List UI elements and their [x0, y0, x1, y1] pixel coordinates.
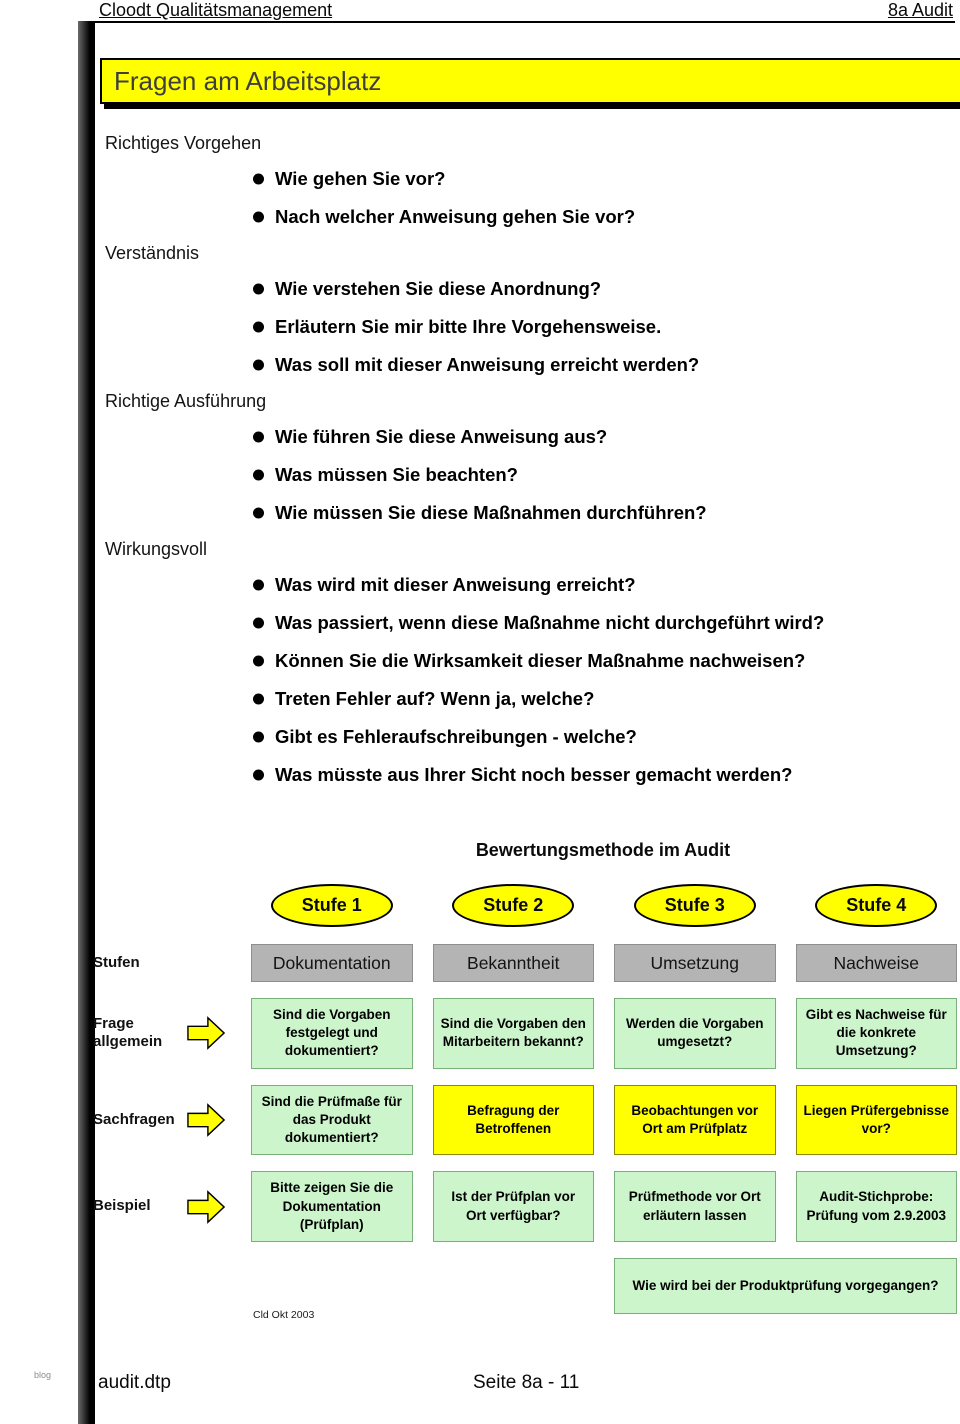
question-bullet [95, 346, 955, 384]
bullet-dot-icon [253, 694, 264, 705]
matrix-cell-frage: Gibt es Nachweise für die konkrete Umsetzung? [796, 998, 958, 1069]
page-title-box [100, 58, 960, 104]
footer-filename: audit.dtp [98, 1372, 171, 1393]
matrix-cell-frage: Sind die Vorgaben den Mitarbeitern bekannt? [433, 998, 595, 1069]
question-bullet [95, 160, 955, 198]
right-arrow-icon [187, 1189, 225, 1225]
matrix-cell-stufen: Nachweise [796, 944, 958, 982]
question-bullet [95, 718, 955, 756]
matrix-cell-frage: Sind die Vorgaben festgelegt und dokumentiert? [251, 998, 413, 1069]
bullet-dot-icon [253, 360, 264, 371]
question-bullet [95, 308, 955, 346]
stage-cell [614, 882, 776, 928]
question-list [95, 126, 955, 794]
question-bullet [95, 418, 955, 456]
question-text: Wie müssen Sie diese Maßnahmen durchführen? [275, 502, 707, 523]
question-bullet [95, 642, 955, 680]
row-label-beispiel [85, 1171, 231, 1242]
bullet-dot-icon [253, 618, 264, 629]
stage-cell [433, 882, 595, 928]
row-label-text: Stufen [93, 953, 140, 971]
matrix-bottom-note: Wie wird bei der Produktprüfung vorgegangen? [614, 1258, 957, 1314]
bullet-dot-icon [253, 732, 264, 743]
stage-ellipse: Stufe 3 [634, 884, 756, 927]
matrix-cell-frage: Werden die Vorgaben umgesetzt? [614, 998, 776, 1069]
question-text: Wie führen Sie diese Anweisung aus? [275, 426, 608, 447]
date-footnote: Cld Okt 2003 [253, 1309, 315, 1321]
bullet-dot-icon [253, 580, 264, 591]
question-text: Was soll mit dieser Anweisung erreicht werden? [275, 354, 700, 375]
right-arrow-icon [187, 1015, 225, 1051]
row-label-frage-allgemein [85, 998, 231, 1069]
question-text: Was passiert, wenn diese Maßnahme nicht durchgeführt wird? [275, 612, 825, 633]
bullet-dot-icon [253, 656, 264, 667]
row-label-text: Sachfragen [93, 1110, 175, 1128]
stage-cell [796, 882, 958, 928]
bullet-dot-icon [253, 212, 264, 223]
header-right-chapter: 8a Audit [887, 0, 953, 20]
matrix-empty-cell [85, 882, 231, 928]
matrix-cell-stufen: Umsetzung [614, 944, 776, 982]
question-bullet [95, 456, 955, 494]
question-text: Was müsste aus Ihrer Sicht noch besser gemacht werden? [275, 764, 793, 785]
question-bullet [95, 270, 955, 308]
matrix-cell-stufen: Dokumentation [251, 944, 413, 982]
question-text: Gibt es Fehleraufschreibungen - welche? [275, 726, 637, 747]
stage-ellipse: Stufe 2 [452, 884, 574, 927]
matrix-cell-beispiel: Bitte zeigen Sie die Dokumentation (Prüfplan) [251, 1171, 413, 1242]
matrix-cell-sachfragen: Sind die Prüfmaße für das Produkt dokumentiert? [251, 1085, 413, 1156]
question-text: Können Sie die Wirksamkeit dieser Maßnahme nachweisen? [275, 650, 806, 671]
bullet-dot-icon [253, 284, 264, 295]
question-bullet [95, 680, 955, 718]
matrix-cell-stufen: Bekanntheit [433, 944, 595, 982]
bullet-dot-icon [253, 770, 264, 781]
row-label-stufen [85, 944, 231, 982]
page-title: Fragen am Arbeitsplatz [114, 65, 382, 96]
row-label-sachfragen [85, 1085, 231, 1156]
bullet-dot-icon [253, 174, 264, 185]
section-label: Wirkungsvoll [105, 539, 208, 559]
matrix-cell-sachfragen: Beobachtungen vor Ort am Prüfplatz [614, 1085, 776, 1156]
matrix-heading: Bewertungsmethode im Audit [475, 840, 731, 860]
matrix-cell-sachfragen: Befragung der Betroffenen [433, 1085, 595, 1156]
question-text: Treten Fehler auf? Wenn ja, welche? [275, 688, 595, 709]
question-text: Wie verstehen Sie diese Anordnung? [275, 278, 602, 299]
section-label: Richtige Ausführung [105, 391, 267, 411]
matrix-cell-beispiel: Prüfmethode vor Ort erläutern lassen [614, 1171, 776, 1242]
right-arrow-icon [187, 1102, 225, 1138]
question-text: Erläutern Sie mir bitte Ihre Vorgehensweise. [275, 316, 662, 337]
question-text: Was wird mit dieser Anweisung erreicht? [275, 574, 636, 595]
question-text: Was müssen Sie beachten? [275, 464, 518, 485]
question-bullet [95, 198, 955, 236]
matrix-cell-beispiel: Audit-Stichprobe: Prüfung vom 2.9.2003 [796, 1171, 958, 1242]
matrix-cell-beispiel: Ist der Prüfplan vor Ort verfügbar? [433, 1171, 595, 1242]
stage-cell [251, 882, 413, 928]
matrix-cell-sachfragen: Liegen Prüfergebnisse vor? [796, 1085, 958, 1156]
bullet-dot-icon [253, 508, 264, 519]
header-left-title: Cloodt Qualitätsmanagement [99, 0, 333, 20]
question-bullet [95, 604, 955, 642]
watermark-text: blog [34, 1370, 52, 1380]
bullet-dot-icon [253, 322, 264, 333]
question-bullet [95, 566, 955, 604]
stage-ellipse: Stufe 4 [815, 884, 937, 927]
question-bullet [95, 494, 955, 532]
bullet-dot-icon [253, 470, 264, 481]
footer-page-number: Seite 8a - 11 [473, 1372, 580, 1393]
section-label: Verständnis [105, 243, 200, 263]
row-label-text: Beispiel [93, 1197, 151, 1215]
question-text: Wie gehen Sie vor? [275, 168, 446, 189]
page-header [95, 0, 955, 23]
audit-matrix [85, 882, 957, 1314]
row-label-text: Frage allgemein [93, 1014, 163, 1051]
bullet-dot-icon [253, 432, 264, 443]
stage-ellipse: Stufe 1 [271, 884, 393, 927]
section-label: Richtiges Vorgehen [105, 133, 262, 153]
question-text: Nach welcher Anweisung gehen Sie vor? [275, 206, 636, 227]
question-bullet [95, 756, 955, 794]
